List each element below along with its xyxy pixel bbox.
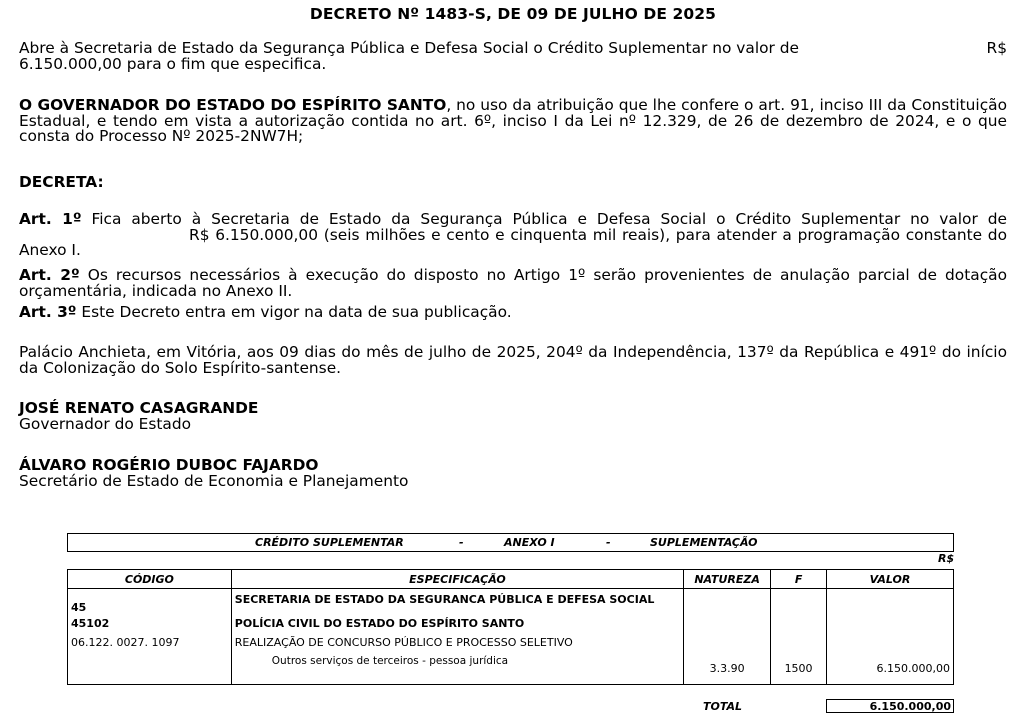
article-3-text: Este Decreto entra em vigor na data de sua publicação. <box>76 303 512 321</box>
article-1 <box>19 212 1007 259</box>
row-spec: Outros serviços de terceiros - pessoa jurídica <box>231 655 683 685</box>
signature-secretary <box>19 458 1007 489</box>
row-source <box>771 589 827 617</box>
signature-role: Secretário de Estado de Economia e Planejamento <box>19 471 409 490</box>
signature-name: ÁLVARO ROGÉRIO DUBOC FAJARDO <box>19 456 319 474</box>
signature-role: Governador do Estado <box>19 414 192 433</box>
annex-currency-label: R$ <box>938 552 955 565</box>
row-nature <box>684 589 771 617</box>
preamble-authority: O GOVERNADOR DO ESTADO DO ESPÍRITO SANTO <box>19 96 447 114</box>
signature-governor <box>19 401 1007 432</box>
annex-table <box>67 533 955 713</box>
annex-grid <box>67 569 954 685</box>
signature-name: JOSÉ RENATO CASAGRANDE <box>19 399 259 417</box>
row-code: 45 <box>68 589 232 617</box>
row-code: 45102 <box>68 617 232 636</box>
ementa <box>19 41 1007 72</box>
article-2-text: Os recursos necessários à execução do disposto no Artigo 1º serão provenientes de anulação parcial de dotação orçamentária, indicada no Anexo II. <box>19 266 1008 300</box>
preamble-text: , no uso da atribuição que lhe confere o art. 91, inciso III da Constituição Estadual, e tendo em vista a autorização contida no art. 6º, inciso I da Lei nº 12.329, de 26 de dezembro de 2024, e o que consta do Processo Nº 2025-2NW7H; <box>19 96 1007 145</box>
row-value <box>827 636 954 655</box>
closing-paragraph: Palácio Anchieta, em Vitória, aos 09 dias do mês de julho de 2025, 204º da Independência, 137º da República e 491º do início da Colonização do Solo Espírito-santense. <box>19 343 1007 377</box>
annex-header-sep1: - <box>459 536 464 549</box>
ementa-currency: R$ <box>986 39 1007 57</box>
row-value <box>827 617 954 636</box>
column-header: F <box>771 570 827 589</box>
annex-header-part2: ANEXO I <box>504 536 555 549</box>
ementa-text: Abre à Secretaria de Estado da Segurança Pública e Defesa Social o Crédito Suplementar no valor de <box>19 39 799 57</box>
article-1-label: Art. 1º <box>19 210 82 228</box>
column-header: NATUREZA <box>684 570 771 589</box>
article-2 <box>19 268 1007 299</box>
column-header: ESPECIFICAÇÃO <box>231 570 683 589</box>
article-3 <box>19 305 1007 321</box>
row-source <box>771 617 827 636</box>
total-value: 6.150.000,00 <box>826 699 954 713</box>
row-value: 6.150.000,00 <box>827 655 954 685</box>
table-row <box>68 655 954 685</box>
total-label: TOTAL <box>703 700 743 713</box>
article-1-text-b: R$ 6.150.000,00 (seis milhões e cento e cinquenta mil reais), para atender a programação constante do Anexo I. <box>19 225 1007 259</box>
annex-header-sep2: - <box>606 536 611 549</box>
row-nature: 3.3.90 <box>684 655 771 685</box>
row-code: 06.122. 0027. 1097 <box>68 636 232 655</box>
article-3-label: Art. 3º <box>19 303 77 321</box>
column-header: CÓDIGO <box>68 570 232 589</box>
annex-header-part3: SUPLEMENTAÇÃO <box>650 536 758 549</box>
table-row <box>68 636 954 655</box>
row-value <box>827 589 954 617</box>
article-2-label: Art. 2º <box>19 266 80 284</box>
article-1-text-a: Fica aberto à Secretaria de Estado da Segurança Pública e Defesa Social o Crédito Suplementar no valor de <box>81 210 1007 228</box>
row-nature <box>684 617 771 636</box>
row-source <box>771 636 827 655</box>
decree-title: DECRETO Nº 1483-S, DE 09 DE JULHO DE 2025 <box>309 5 717 23</box>
row-spec: REALIZAÇÃO DE CONCURSO PÚBLICO E PROCESSO SELETIVO <box>231 636 683 655</box>
row-source: 1500 <box>771 655 827 685</box>
row-spec: SECRETARIA DE ESTADO DA SEGURANCA PÚBLICA E DEFESA SOCIAL <box>231 589 683 617</box>
row-code <box>68 655 232 685</box>
preamble <box>19 98 1007 145</box>
decreta-heading: DECRETA: <box>19 173 104 191</box>
annex-header-part1: CRÉDITO SUPLEMENTAR <box>255 536 404 549</box>
table-header-row <box>68 570 954 589</box>
total-row <box>67 699 954 715</box>
column-header: VALOR <box>827 570 954 589</box>
row-spec: POLÍCIA CIVIL DO ESTADO DO ESPÍRITO SANTO <box>231 617 683 636</box>
table-row <box>68 617 954 636</box>
row-nature <box>684 636 771 655</box>
annex-header <box>67 533 954 552</box>
ementa-continuation: 6.150.000,00 para o fim que especifica. <box>19 54 327 73</box>
table-row <box>68 589 954 617</box>
